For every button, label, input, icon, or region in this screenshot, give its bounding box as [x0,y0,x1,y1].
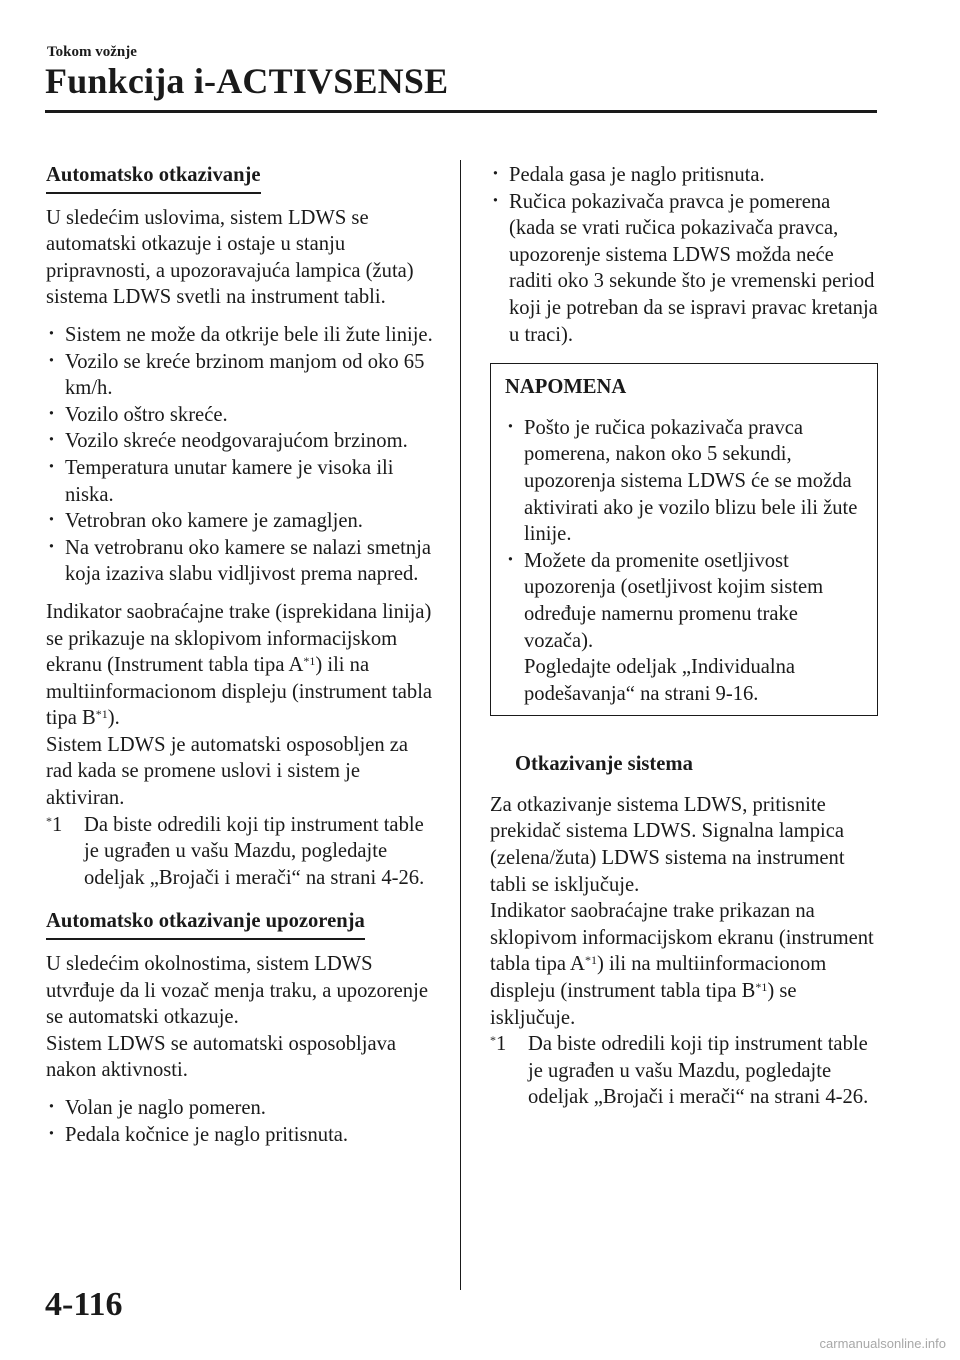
header-rule [45,110,877,113]
list-item: · Vozilo se kreće brzinom manjom od oko 65 km/h. [46,349,438,402]
auto-cancel-conditions-list [46,322,438,588]
warning-cancel-paragraph: U sledećim okolnostima, sistem LDWS utvrđuje da li vozač menja traku, a upozorenje se automatski otkazuje. [46,953,428,1029]
footnote-ref: *1 [584,953,597,968]
left-column [46,162,438,1148]
warning-cancel-conditions-list [46,1095,438,1148]
lane-indicator-paragraph: Indikator saobraćajne trake (isprekidana linija) se prikazuje na sklopivom informacijskom ekranu (Instrument tabla tipa $A^{*1}$) ili na multiinformacionom displeju (instrument tabla tipa $B^{*1}$). [46,600,433,730]
heading-automatic-warning-cancel: Automatsko otkazivanje upozorenja [46,908,365,940]
list-item: · Temperatura unutar kamere je visoka ili niska. [46,455,438,508]
footnote-marker: *1 [46,813,63,836]
list-item: · Vozilo oštro skreće. [46,402,438,429]
note-title: NAPOMENA [505,376,627,399]
footnote-text: Da biste odredili koji tip instrument table je ugrađen u vašu Mazdu, pogledajte odeljak „Brojači i merači“ na strani 4-26. [528,1033,869,1109]
heading-automatic-cancel: Automatsko otkazivanje [46,162,261,194]
indicator-off-paragraph: Indikator saobraćajne trake prikazan na sklopivom informacijskom ekranu (instrument tabla tipa $A^{*1}$) ili na multiinformacionom displeju (instrument tabla tipa $B^{*1}$) se isključuje. [490,900,874,1029]
footnote [46,812,438,892]
note-box [490,363,878,716]
list-item: · Pošto je ručica pokazivača pravca pomerena, nakon oko 5 sekundi, upozorenja sistema LDWS će se možda aktivirati ako je vozilo blizu bele ili žute linije. [505,415,865,548]
running-header-section: Tokom vožnje [47,44,137,60]
list-item: · Sistem ne može da otkrije bele ili žute linije. [46,322,438,349]
settings-cross-reference: Pogledajte odeljak „Individualna podešavanja“ na strani 9-16. [524,656,796,705]
page-title: Funkcija i-ACTIVSENSE [45,61,449,101]
footnote-text: Da biste odredili koji tip instrument table je ugrađen u vašu Mazdu, pogledajte odeljak „Brojači i merači“ na strani 4-26. [84,813,425,889]
list-item: · Vozilo skreće neodgovarajućom brzinom. [46,428,438,455]
footnote-marker: *1 [490,1033,507,1056]
watermark: carmanualsonline.info [819,1336,946,1351]
footnote-ref: *1 [303,654,316,669]
auto-cancel-intro: U sledećim uslovima, sistem LDWS se automatski otkazuje i ostaje u stanju pripravnosti, a upozoravajuća lampica (žuta) sistema LDWS svetli na instrument tabli. [46,206,414,309]
right-column [490,162,878,1111]
list-item: · Vetrobran oko kamere je zamagljen. [46,508,438,535]
footnote-ref: *1 [95,707,108,722]
list-item: · Volan je naglo pomeren. [46,1095,438,1122]
heading-system-cancel: Otkazivanje sistema [515,753,693,776]
column-divider [460,160,461,1290]
warning-reenable-paragraph: Sistem LDWS se automatski osposobljava nakon aktivnosti. [46,1032,397,1082]
note-list [505,415,865,708]
page-number: 4-116 [45,1286,123,1323]
footnote-ref: *1 [755,980,768,995]
list-item: · Pedala gasa je naglo pritisnuta. [490,162,878,189]
list-item: · Ručica pokazivača pravca je pomerena (kada se vrati ručica pokazivača pravca, upozorenje sistema LDWS možda neće raditi oko 3 sekunde što je vremenski period koji je potreban da se ispravi pravac kretanja u traci). [490,189,878,349]
system-cancel-paragraph: Za otkazivanje sistema LDWS, pritisnite prekidač sistema LDWS. Signalna lampica (zelena/žuta) LDWS sistema na instrument tabli se isključuje. [490,793,845,896]
footnote [490,1031,878,1111]
warning-cancel-conditions-list-continued [490,162,878,348]
list-item: · Pedala kočnice je naglo pritisnuta. [46,1122,438,1149]
auto-enable-paragraph: Sistem LDWS je automatski osposobljen za rad kada se promene uslovi i sistem je aktiviran. [46,733,409,810]
list-item: · Možete da promenite osetljivost upozorenja (osetljivost kojim sistem određuje namernu promenu trake vozača). Pogledajte odeljak „Individualna podešavanja“ na strani 9-16. [505,548,865,708]
list-item: · Na vetrobranu oko kamere se nalazi smetnja koja izaziva slabu vidljivost prema napred. [46,535,438,588]
